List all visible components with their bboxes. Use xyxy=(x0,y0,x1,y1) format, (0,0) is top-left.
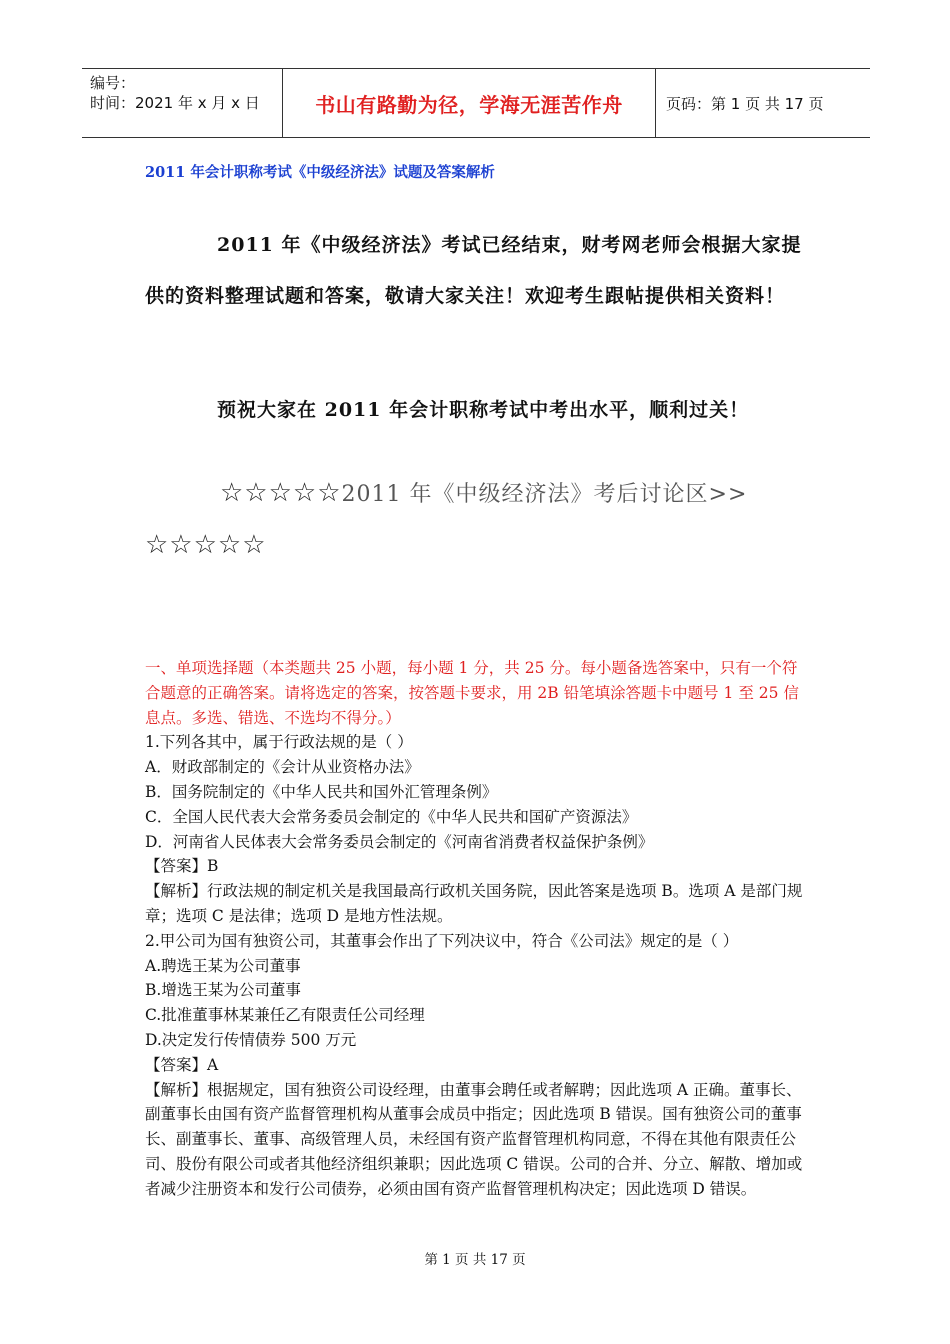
q1-option-a: A．财政部制定的《会计从业资格办法》 xyxy=(145,758,420,777)
header-motto: 书山有路勤为径，学海无涯苦作舟 xyxy=(315,92,623,117)
q2-option-a: A.聘选王某为公司董事 xyxy=(145,956,301,975)
q2-analysis: 【解析】根据规定，国有独资公司设经理，由董事会聘任或者解聘；因此选项 A 正确。董事长、副董事长由国有资产监督管理机构从董事会成员中指定；因此选项 B 错误。国有独资公司的董事长、副董事长、董事、高级管理人员，未经国有资产监督管理机构同意，不得在其他有限责任公司、股份有限公司或者其他经济组织兼职；因此选项 C 错误。公司的合并、分立、解散、增加或者减少注册资本和发行公司债券，必须由国有资产监督管理机构决定；因此选项 D 错误。 xyxy=(145,1080,803,1198)
q1-option-c: C．全国人民代表大会常务委员会制定的《中华人民共和国矿产资源法》 xyxy=(145,807,638,826)
header-page-code: 页码：第 1 页 共 17 页 xyxy=(666,94,824,113)
document-title: 2011 年会计职称考试《中级经济法》试题及答案解析 xyxy=(145,164,495,181)
q2-option-c: C.批准董事林某兼任乙有限责任公司经理 xyxy=(145,1006,425,1025)
page-header xyxy=(82,68,870,138)
section-heading: 一、单项选择题（本类题共 25 小题，每小题 1 分，共 25 分。每小题备选答案中，只有一个符合题意的正确答案。请将选定的答案，按答题卡要求，用 2B 铅笔填涂答题卡中题号 1 至 25 信息点。多选、错选、不选均不得分。） xyxy=(145,659,799,727)
intro-paragraph: 2011 年《中级经济法》考试已经结束，财考网老师会根据大家提供的资料整理试题和答案，敬请大家关注！欢迎考生跟帖提供相关资料！ xyxy=(145,234,802,307)
q1-option-d: D．河南省人民体表大会常务委员会制定的《河南省消费者权益保护条例》 xyxy=(145,832,654,851)
stars-left-icon: ☆☆☆☆☆ xyxy=(220,478,342,508)
q2-answer: 【答案】A xyxy=(145,1055,219,1074)
stars-right-icon: ☆☆☆☆☆ xyxy=(145,530,267,560)
q2-question: 2.甲公司为国有独资公司，其董事会作出了下列决议中，符合《公司法》规定的是（ ） xyxy=(145,931,739,950)
page-footer: 第 1 页 共 17 页 xyxy=(424,1252,526,1268)
q2-option-b: B.增选王某为公司董事 xyxy=(145,981,301,1000)
good-luck-paragraph: 预祝大家在 2011 年会计职称考试中考出水平，顺利过关！ xyxy=(217,399,750,421)
header-meta xyxy=(82,69,282,137)
q1-option-b: B．国务院制定的《中华人民共和国外汇管理条例》 xyxy=(145,782,498,801)
q2-option-d: D.决定发行传情债券 500 万元 xyxy=(145,1030,357,1049)
discussion-link[interactable]: 2011 年《中级经济法》考后讨论区>> xyxy=(341,482,748,507)
q1-question: 1.下列各其中，属于行政法规的是（ ） xyxy=(145,733,413,752)
q1-answer: 【答案】B xyxy=(145,857,219,876)
q1-analysis: 【解析】行政法规的制定机关是我国最高行政机关国务院，因此答案是选项 B。选项 A 是部门规章；选项 C 是法律；选项 D 是地方性法规。 xyxy=(145,882,803,925)
discussion-link-line xyxy=(145,468,815,572)
header-motto-cell xyxy=(282,69,656,137)
question-section xyxy=(145,656,810,1202)
header-time: 时间：2021 年 x 月 x 日 xyxy=(90,94,260,112)
header-number-label: 编号： xyxy=(90,74,136,92)
